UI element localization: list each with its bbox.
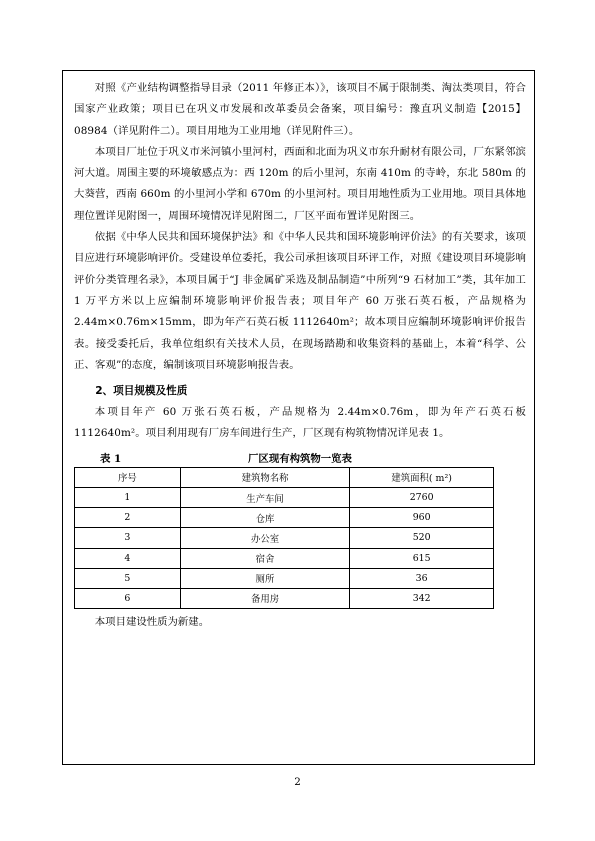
table-title: 厂区现有构筑物一览表 — [248, 452, 352, 465]
table-row — [75, 548, 494, 568]
cell-serial: 6 — [75, 588, 181, 608]
cell-serial: 3 — [75, 528, 181, 548]
cell-building-name: 仓库 — [180, 508, 350, 528]
cell-building-name: 办公室 — [180, 528, 350, 548]
table-row — [75, 487, 494, 507]
paragraph-construction-nature: 本项目建设性质为新建。 — [94, 616, 210, 629]
table-row — [75, 508, 494, 528]
table-row — [75, 528, 494, 548]
header-building-name: 建筑物名称 — [180, 467, 350, 487]
paragraph-industrial-policy: 对照《产业结构调整指导目录（2011 年修正本）》，该项目不属于限制类、淘汰类项目，符合国家产业政策；项目已在巩义市发展和改革委员会备案，项目编号：豫直巩义制造【2015】08984（详见附件二）。项目用地为工业用地（详见附件三）。 — [74, 82, 526, 137]
buildings-table — [74, 467, 494, 609]
paragraph-project-scale: 本项目年产 60 万张石英石板，产品规格为 2.44m×0.76m，即为年产石英石板 1112640m²。项目利用现有厂房车间进行生产，厂区现有构筑物情况详见表 1。 — [74, 406, 526, 440]
page-content — [74, 78, 526, 633]
table-label: 表 1 — [100, 452, 122, 465]
cell-floor-area: 960 — [350, 508, 494, 528]
section-heading: 2、项目规模及性质 — [95, 385, 188, 398]
table-row — [75, 568, 494, 588]
cell-building-name: 宿舍 — [180, 548, 350, 568]
cell-floor-area: 2760 — [350, 487, 494, 507]
paragraph-site-location: 本项目厂址位于巩义市米河镇小里河村，西面和北面为巩义市东升耐材有限公司，厂东紧邻滨河大道。周围主要的环境敏感点为：西 120m 的后小里河，东南 410m 的寺岭，东北 580m 的大葵营，西南 660m 的小里河小学和 670m 的小里河村。项目用地性质为工业用地。项目具体地理位置详见附图一，周围环境情况详见附图二，厂区平面布置详见附图三。 — [74, 145, 526, 222]
cell-building-name: 备用房 — [180, 588, 350, 608]
page-number: 2 — [294, 776, 301, 788]
table-header-row — [75, 467, 494, 487]
cell-building-name: 生产车间 — [180, 487, 350, 507]
cell-serial: 1 — [75, 487, 181, 507]
cell-building-name: 厕所 — [180, 568, 350, 588]
cell-floor-area: 615 — [350, 548, 494, 568]
header-serial: 序号 — [75, 467, 181, 487]
cell-serial: 4 — [75, 548, 181, 568]
cell-floor-area: 36 — [350, 568, 494, 588]
paragraph-eia-basis: 依据《中华人民共和国环境保护法》和《中华人民共和国环境影响评价法》的有关要求，该项目应进行环境影响评价。受建设单位委托，我公司承担该项目环评工作，对照《建设项目环境影响评价分类管理名录》，本项目属于“J 非金属矿采选及制品制造”中所列“9 石材加工”类，其年加工 1 万平方米以上应编制环境影响评价报告表；项目年产 60 万张石英石板，产品规格为 2.44m×0.76m×15mm，即为年产石英石板 1112640m²；故本项目应编制环境影响评价报告表。接受委托后，我单位组织有关技术人员，在现场踏勘和收集资料的基础上，本着“科学、公正、客观”的态度，编制该项目环境影响报告表。 — [74, 231, 526, 371]
cell-serial: 5 — [75, 568, 181, 588]
table-caption — [74, 447, 526, 467]
cell-serial: 2 — [75, 508, 181, 528]
table-row — [75, 588, 494, 608]
cell-floor-area: 342 — [350, 588, 494, 608]
header-floor-area: 建筑面积( m²) — [350, 467, 494, 487]
cell-floor-area: 520 — [350, 528, 494, 548]
